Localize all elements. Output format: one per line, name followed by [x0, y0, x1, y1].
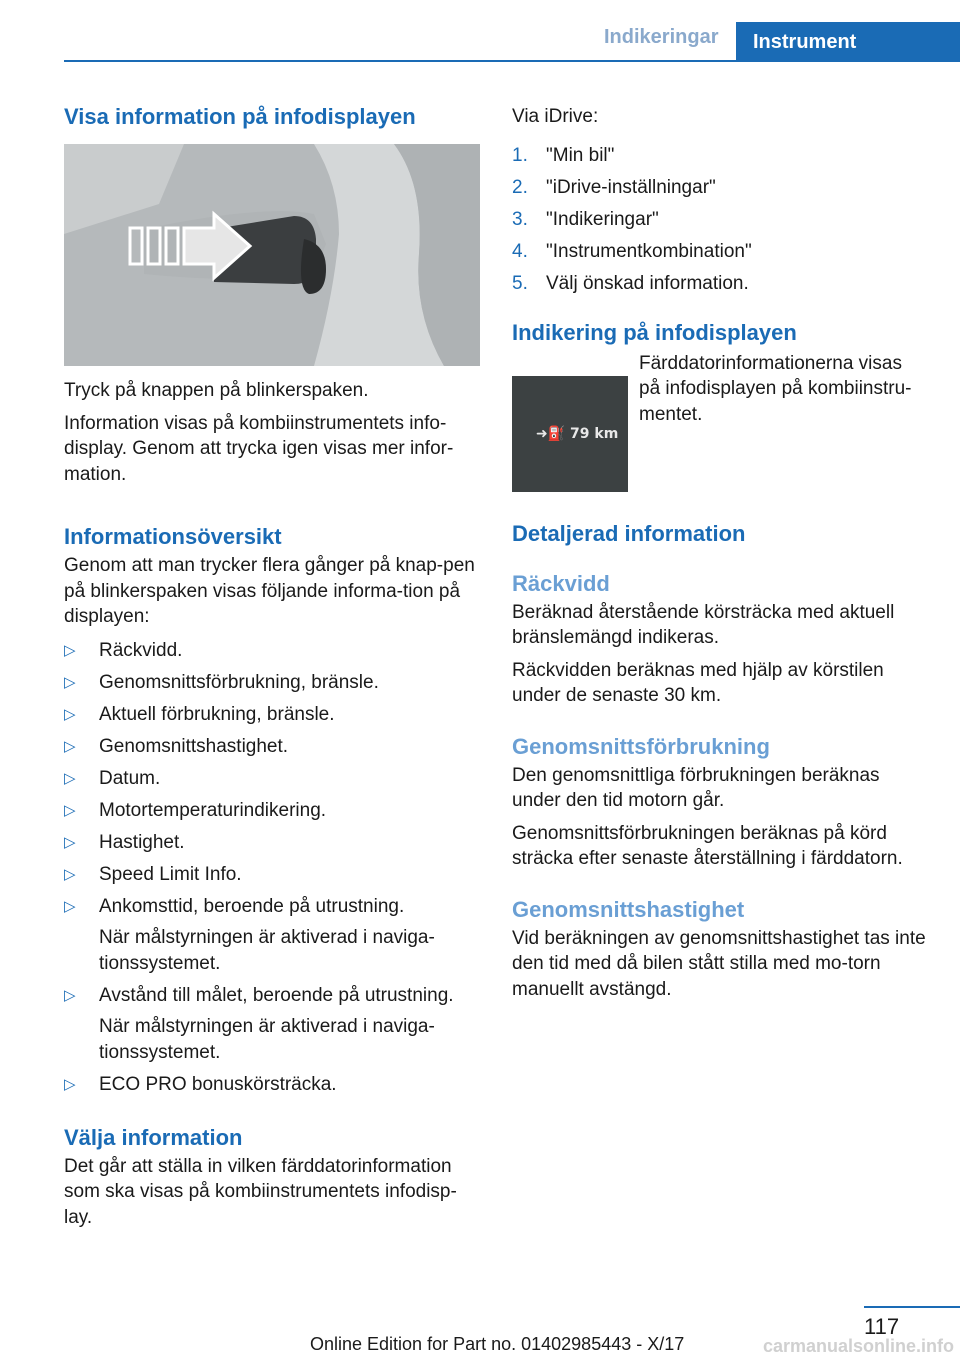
bullet-text: Genomsnittsförbrukning, bränsle.	[99, 671, 379, 693]
paragraph-avgcons-1: Den genomsnittliga förbrukningen beräknas under den tid motorn går.	[512, 764, 880, 811]
bullet-text: Avstånd till målet, beroende på utrustning.	[99, 984, 454, 1006]
step-number: 4.	[512, 240, 528, 262]
step-text: "Instrumentkombination"	[546, 240, 752, 262]
triangle-bullet-icon: ▷	[64, 865, 76, 883]
triangle-bullet-icon: ▷	[64, 986, 76, 1004]
paragraph-information: Information visas på kombiinstrumentets info-display. Genom att trycka igen visas mer infor-mation.	[64, 412, 454, 485]
paragraph-select: Det går att ställa in vilken färddatorinformation som ska visas på kombiinstrumentets infodisp-lay.	[64, 1155, 457, 1228]
triangle-bullet-icon: ▷	[64, 1075, 76, 1093]
paragraph-range-2: Räckvidden beräknas med hjälp av körstilen under de senaste 30 km.	[512, 659, 884, 706]
left-column	[64, 100, 480, 1230]
triangle-bullet-icon: ▷	[64, 641, 76, 659]
bullet-text: ECO PRO bonuskörsträcka.	[99, 1073, 337, 1095]
paragraph-avgspeed: Vid beräkningen av genomsnittshastighet tas inte den tid med då bilen stått stilla med mo-torn manuellt avstängd.	[512, 927, 926, 1000]
heading-genomsnittsforbrukning: Genomsnittsförbrukning	[512, 733, 770, 759]
bullet-text: Hastighet.	[99, 831, 185, 853]
step-item	[512, 271, 928, 297]
paragraph-tryck: Tryck på knappen på blinkerspaken.	[64, 380, 369, 401]
range-display: ➜⛽ 79 km	[536, 425, 619, 442]
indication-row	[512, 351, 928, 492]
bullet-item	[64, 734, 480, 760]
bullet-item	[64, 983, 480, 1066]
heading-informationsoversikt: Informationsöversikt	[64, 524, 282, 549]
triangle-bullet-icon: ▷	[64, 673, 76, 691]
header-tab-indikeringar[interactable]: Indikeringar	[604, 26, 719, 48]
heading-detaljerad: Detaljerad information	[512, 520, 746, 546]
triangle-bullet-icon: ▷	[64, 801, 76, 819]
bullet-subtext: När målstyrningen är aktiverad i naviga-tionssystemet.	[99, 927, 435, 974]
section-title-visa-information: Visa information på infodisplayen	[64, 104, 416, 129]
bullet-item	[64, 830, 480, 856]
bullet-text: Datum.	[99, 767, 161, 789]
bullet-text: Aktuell förbrukning, bränsle.	[99, 703, 335, 725]
bullet-item	[64, 766, 480, 792]
bullet-item	[64, 1072, 480, 1098]
page-number: 117	[864, 1314, 900, 1339]
paragraph-via-idrive: Via iDrive:	[512, 106, 599, 127]
edition-footer: Online Edition for Part no. 01402985443 - X/17	[310, 1334, 685, 1354]
heading-indikering: Indikering på infodisplayen	[512, 319, 797, 345]
step-number: 5.	[512, 272, 528, 294]
paragraph-indication: Färddatorinformationerna visas på infodisplayen på kombiinstru-mentet.	[639, 352, 912, 425]
range-icon: ➜⛽	[536, 425, 571, 442]
bullet-text: Speed Limit Info.	[99, 863, 242, 885]
heading-valja-information: Välja information	[64, 1124, 243, 1150]
bullet-subtext: När målstyrningen är aktiverad i naviga-tionssystemet.	[99, 1016, 435, 1063]
bullet-text: Räckvidd.	[99, 639, 183, 661]
turn-signal-lever-photo	[64, 144, 480, 366]
lever-illustration	[64, 144, 480, 366]
right-column	[512, 100, 928, 1002]
step-item	[512, 175, 928, 201]
header-tab-instrument[interactable]: Instrument	[736, 22, 960, 62]
info-display-image	[512, 376, 628, 492]
paragraph-avgcons-2: Genomsnittsförbrukningen beräknas på körd sträcka efter senaste återställning i färddatorn.	[512, 822, 903, 869]
bullet-text: Genomsnittshastighet.	[99, 735, 289, 757]
bullet-item	[64, 894, 480, 977]
heading-rackvidd: Räckvidd	[512, 570, 610, 596]
header-rule	[64, 60, 960, 62]
step-text: "Indikeringar"	[546, 208, 659, 230]
heading-genomsnittshastighet: Genomsnittshastighet	[512, 896, 745, 922]
step-number: 3.	[512, 208, 528, 230]
triangle-bullet-icon: ▷	[64, 897, 76, 915]
bullet-item	[64, 670, 480, 696]
step-text: Välj önskad information.	[546, 272, 749, 294]
bullet-item	[64, 702, 480, 728]
step-item	[512, 239, 928, 265]
watermark: carmanualsonline.info	[762, 1336, 954, 1356]
bullet-item	[64, 862, 480, 888]
step-number: 1.	[512, 144, 528, 166]
paragraph-overview: Genom att man trycker flera gånger på knap-pen på blinkerspaken visas följande informa-tion på displayen:	[64, 555, 475, 627]
step-item	[512, 143, 928, 169]
triangle-bullet-icon: ▷	[64, 833, 76, 851]
step-number: 2.	[512, 176, 528, 198]
triangle-bullet-icon: ▷	[64, 705, 76, 723]
triangle-bullet-icon: ▷	[64, 769, 76, 787]
step-item	[512, 207, 928, 233]
bullet-text: Ankomsttid, beroende på utrustning.	[99, 895, 405, 917]
info-bullet-list	[64, 638, 480, 1098]
step-text: "iDrive-inställningar"	[546, 176, 716, 198]
step-text: "Min bil"	[546, 144, 615, 166]
idrive-steps-list	[512, 143, 928, 297]
bullet-item	[64, 638, 480, 664]
bullet-item	[64, 798, 480, 824]
bullet-text: Motortemperaturindikering.	[99, 799, 327, 821]
paragraph-range-1: Beräknad återstående körsträcka med aktuell bränslemängd indikeras.	[512, 601, 895, 648]
page-number-rule	[864, 1306, 960, 1308]
triangle-bullet-icon: ▷	[64, 737, 76, 755]
